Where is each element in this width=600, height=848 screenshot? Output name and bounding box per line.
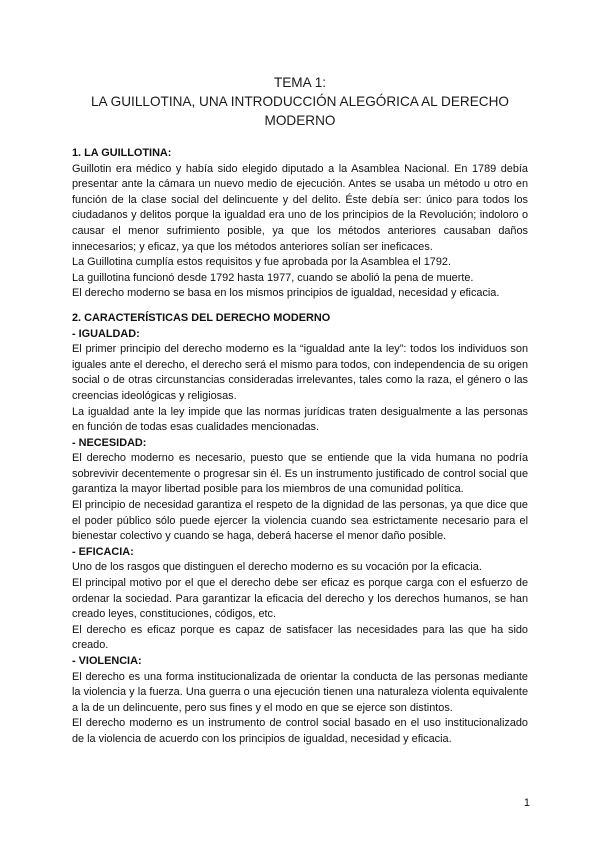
igualdad-heading: - IGUALDAD: (72, 327, 140, 340)
section-2-heading: 2. CARACTERÍSTICAS DEL DERECHO MODERNO (72, 311, 331, 324)
section-1-heading: 1. LA GUILLOTINA: (72, 147, 172, 159)
igualdad-paragraph-2: La igualdad ante la ley impide que las normas jurídicas traten desigualmente a las personas en función de todas esas cualidades mencionadas. (72, 405, 528, 434)
eficacia-paragraph-3: El derecho es eficaz porque es capaz de satisfacer las necesidades para las que ha sido creado. (72, 623, 528, 652)
necesidad-paragraph-2: El principio de necesidad garantiza el respeto de la dignidad de las personas, ya que dice que el poder público sólo puede ejercer la violencia cuando sea estrictamente necesario para el bienestar colectivo y cuando se haga, deberá hacerse el menor daño posible. (72, 499, 528, 543)
igualdad-paragraph-1: El primer principio del derecho moderno es la “igualdad ante la ley”: todos los individuos son iguales ante el derecho, el derecho será el mismo para todos, con independencia de su origen social o de otras circunstancias consideradas irrelevantes, tales como la raza, el género o las creencias ideológicas y religiosas. (72, 343, 528, 402)
eficacia-heading: - EFICACIA: (72, 545, 134, 558)
violencia-heading: - VIOLENCIA: (72, 655, 142, 667)
document-body (72, 146, 528, 748)
necesidad-heading: - NECESIDAD: (72, 436, 147, 449)
section-1-paragraph-4: El derecho moderno se basa en los mismos principios de igualdad, necesidad y eficacia. (72, 287, 500, 300)
eficacia-paragraph-1: Uno de los rasgos que distinguen el derecho moderno es su vocación por la eficacia. (72, 561, 482, 574)
section-1-paragraph-2: La Guillotina cumplía estos requisitos y fue aprobada por la Asamblea el 1792. (72, 256, 451, 269)
necesidad-paragraph-1: El derecho moderno es necesario, puesto que se entiende que la vida humana no podría sobrevivir decentemente o progresar sin él. Es un instrumento justificado de control social que garantiza la mayor libertad posible para los miembros de una comunidad política. (72, 452, 528, 496)
violencia-paragraph-1: El derecho es una forma institucionalizada de orientar la conducta de las personas mediante la violencia y la fuerza. Una guerra o una ejecución tienen una naturaleza violenta equivalente a la de un delincuente, pero sus fines y el modo en que se ejerce son distintos. (72, 670, 528, 714)
title-line-1: TEMA 1: (273, 75, 327, 90)
section-gap (72, 302, 528, 311)
section-1-paragraph-1: Guillotin era médico y había sido elegido diputado a la Asamblea Nacional. En 1789 debía presentar ante la cámara un nuevo medio de ejecución. Antes se usaba un método u otro en función de la clase social del delincuente y del delito. Éste debía ser: único para todos los ciudadanos y delitos porque la igualdad era uno de los principios de la Revolución; indoloro o causar el menor sufrimiento posible, ya que los métodos anteriores causaban daños innecesarios; y eficaz, ya que los métodos anteriores solían ser ineficaces. (72, 162, 528, 253)
violencia-paragraph-2: El derecho moderno es un instrumento de control social basado en el uso institucionalizado de la violencia de acuerdo con los principios de igualdad, necesidad y eficacia. (72, 717, 528, 745)
page-number: 1 (523, 797, 530, 809)
title-line-2: LA GUILLOTINA, UNA INTRODUCCIÓN ALEGÓRICA AL DERECHO MODERNO (91, 94, 509, 128)
document-title (70, 73, 530, 130)
section-1-paragraph-3: La guillotina funcionó desde 1792 hasta 1977, cuando se abolió la pena de muerte. (72, 271, 474, 284)
eficacia-paragraph-2: El principal motivo por el que el derecho debe ser eficaz es porque carga con el esfuerzo de ordenar la sociedad. Para garantizar la eficacia del derecho y los derechos humanos, se han creado leyes, constituciones, códigos, etc. (72, 577, 528, 621)
